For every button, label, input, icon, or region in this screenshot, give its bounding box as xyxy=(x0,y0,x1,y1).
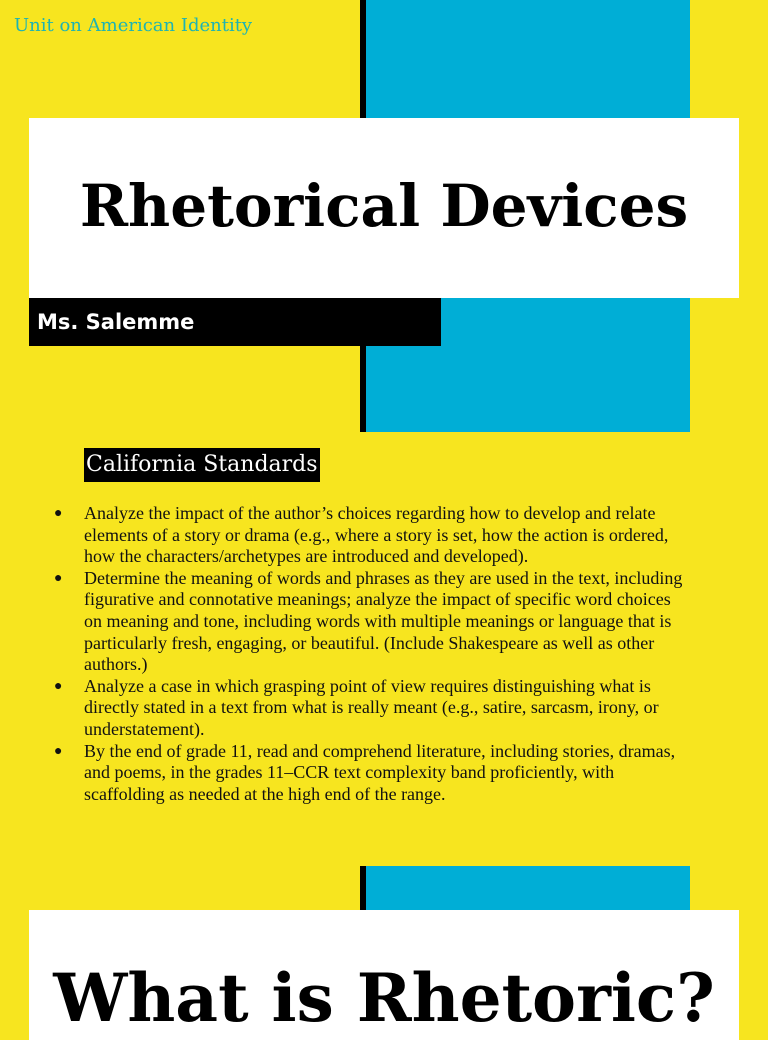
page-title: Rhetorical Devices xyxy=(79,172,689,240)
teacher-name: Ms. Salemme xyxy=(37,310,195,334)
standard-text: Determine the meaning of words and phrases as they are used in the text, including figurative and connotative meanings; analyze the impact of specific word choices on meaning and tone, including words with multiple meanings or language that is particularly fresh, engaging, or beautiful. (Include Shakespeare as well as other authors.) xyxy=(84,567,683,675)
standard-text: Analyze a case in which grasping point of view requires distinguishing what is directly stated in a text from what is really meant (e.g., satire, sarcasm, irony, or understatement). xyxy=(84,675,659,739)
list-item xyxy=(50,741,690,806)
bullet-icon: ● xyxy=(54,678,63,694)
bullet-icon: ● xyxy=(54,506,63,521)
bullet-icon: ● xyxy=(54,570,63,586)
standards-heading: California Standards xyxy=(84,448,320,482)
standard-text: Analyze the impact of the author’s choices regarding how to develop and relate elements of a story or drama (e.g., where a story is set, how the action is ordered, how the characters/archetypes are introduced and developed). xyxy=(84,503,669,567)
list-item xyxy=(50,568,690,676)
unit-label: Unit on American Identity xyxy=(14,15,253,36)
standard-text: By the end of grade 11, read and comprehend literature, including stories, dramas, and poems, in the grades 11–CCR text complexity band proficiently, with scaffolding as needed at the high end of the range. xyxy=(84,740,676,804)
list-item xyxy=(50,676,690,741)
list-item xyxy=(50,503,690,568)
bullet-icon: ● xyxy=(54,743,63,759)
next-slide-title: What is Rhetoric? xyxy=(53,959,715,1037)
standards-list xyxy=(50,503,690,805)
teacher-banner xyxy=(29,298,441,346)
title-card xyxy=(29,118,739,298)
next-slide-card xyxy=(29,910,739,1040)
